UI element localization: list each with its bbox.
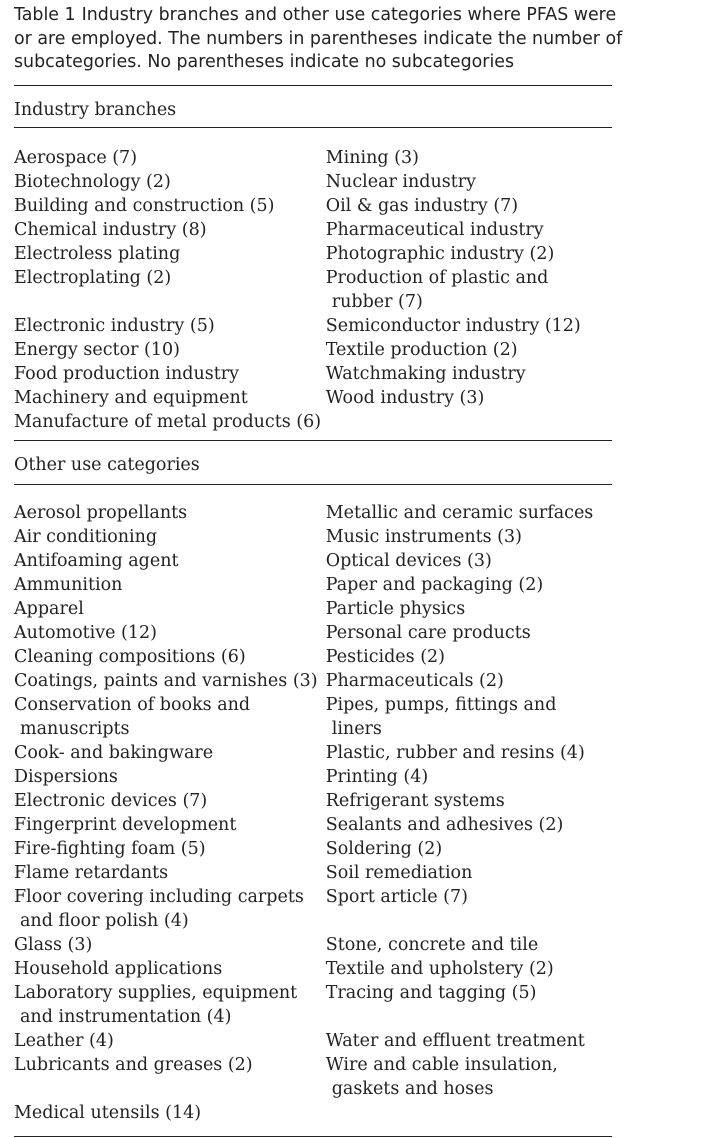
table-cell-right: Refrigerant systems bbox=[325, 791, 505, 811]
table-cell-left: Medical utensils (14) bbox=[14, 1103, 202, 1123]
table-cell-right: Soil remediation bbox=[325, 863, 473, 883]
table-cell-left: Leather (4) bbox=[14, 1031, 114, 1051]
table-cell-right: Pharmaceuticals (2) bbox=[325, 671, 504, 691]
table-cell-left: Electronic devices (7) bbox=[14, 791, 208, 811]
table-cell-left: Electroless plating bbox=[14, 244, 181, 264]
table-cell-right: Pipes, pumps, fittings and liners bbox=[325, 695, 557, 739]
table-cell-left: Building and construction (5) bbox=[14, 196, 275, 216]
table-row bbox=[14, 242, 612, 266]
table-row bbox=[14, 146, 612, 170]
table-caption bbox=[14, 4, 624, 75]
table-cell-right: Wire and cable insulation, gaskets and hoses bbox=[325, 1055, 558, 1099]
table-row bbox=[14, 837, 612, 861]
table-row bbox=[14, 741, 612, 765]
table-row bbox=[14, 981, 612, 1029]
table-cell-left: Cleaning compositions (6) bbox=[14, 647, 246, 667]
table-cell-left: Fire-fighting foam (5) bbox=[14, 839, 206, 859]
table-cell-left: Electronic industry (5) bbox=[14, 316, 215, 336]
section-body-industry-branches bbox=[14, 146, 612, 434]
table-cell-right: Sport article (7) bbox=[325, 887, 468, 907]
table-cell-right: Metallic and ceramic surfaces bbox=[325, 503, 594, 523]
table-row bbox=[14, 669, 612, 693]
table-row bbox=[14, 597, 612, 621]
table-cell-left: Glass (3) bbox=[14, 935, 93, 955]
table-cell-left: Chemical industry (8) bbox=[14, 220, 207, 240]
table-cell-left: Antifoaming agent bbox=[14, 551, 179, 571]
table-cell-left: Air conditioning bbox=[14, 527, 158, 547]
table-cell-right: Stone, concrete and tile bbox=[325, 935, 539, 955]
table-cell-right: Photographic industry (2) bbox=[325, 244, 555, 264]
table-row bbox=[14, 813, 612, 837]
section-header-industry-branches: Industry branches bbox=[14, 100, 177, 120]
section-header-other-use-categories: Other use categories bbox=[14, 455, 200, 475]
table-cell-right bbox=[326, 410, 612, 434]
table-row bbox=[14, 362, 612, 386]
table-row bbox=[14, 1053, 612, 1101]
table-cell-left: Energy sector (10) bbox=[14, 340, 180, 360]
table-cell-left: Food production industry bbox=[14, 364, 240, 384]
table-cell-left: Fingerprint development bbox=[14, 815, 237, 835]
table-cell-left: Conservation of books and manuscripts bbox=[14, 695, 251, 739]
table-cell-left: Manufacture of metal products (6) bbox=[14, 412, 322, 432]
table-row bbox=[14, 885, 612, 933]
table-row bbox=[14, 501, 612, 525]
table-cell-right: Production of plastic and rubber (7) bbox=[325, 268, 549, 312]
table-row bbox=[14, 957, 612, 981]
table-row bbox=[14, 386, 612, 410]
table-cell-right: Water and effluent treatment bbox=[325, 1031, 585, 1051]
section-body-other-use-categories bbox=[14, 501, 612, 1125]
table-row bbox=[14, 338, 612, 362]
table-cell-right: Textile and upholstery (2) bbox=[325, 959, 554, 979]
table-cell-left: Lubricants and greases (2) bbox=[14, 1055, 253, 1075]
table-cell-left: Aerospace (7) bbox=[14, 148, 138, 168]
top-rule bbox=[14, 85, 612, 86]
table-cell-right: Nuclear industry bbox=[325, 172, 477, 192]
table-row bbox=[14, 765, 612, 789]
table-cell-right: Textile production (2) bbox=[325, 340, 518, 360]
table-cell-left: Coatings, paints and varnishes (3) bbox=[14, 671, 318, 691]
table-cell-right: Paper and packaging (2) bbox=[325, 575, 544, 595]
table-cell-left: Floor covering including carpets and floor polish (4) bbox=[14, 887, 304, 931]
table-cell-right: Music instruments (3) bbox=[325, 527, 522, 547]
table-cell-right: Tracing and tagging (5) bbox=[325, 983, 537, 1003]
table-row bbox=[14, 170, 612, 194]
table-cell-left: Dispersions bbox=[14, 767, 118, 787]
section-divider-rule bbox=[14, 440, 612, 441]
table-row bbox=[14, 1101, 612, 1125]
table-cell-right: Wood industry (3) bbox=[325, 388, 485, 408]
table-row bbox=[14, 549, 612, 573]
table-cell-left: Cook- and bakingware bbox=[14, 743, 214, 763]
table-cell-right: Particle physics bbox=[325, 599, 466, 619]
table-row bbox=[14, 314, 612, 338]
table-cell-left: Flame retardants bbox=[14, 863, 169, 883]
table-cell-left: Apparel bbox=[14, 599, 84, 619]
table-cell-left: Automotive (12) bbox=[14, 623, 157, 643]
table-caption-text: Industry branches and other use categories where PFAS were or are employed. The numbers in parentheses indicate the number of subcategories. No parentheses indicate no subcategories bbox=[14, 5, 623, 72]
table-row bbox=[14, 933, 612, 957]
table-cell-right: Sealants and adhesives (2) bbox=[325, 815, 564, 835]
table-cell-left: Laboratory supplies, equipment and instrumentation (4) bbox=[14, 983, 298, 1027]
table-label: Table 1 bbox=[14, 5, 76, 25]
table-row bbox=[14, 789, 612, 813]
table-cell-left: Household applications bbox=[14, 959, 223, 979]
table-cell-right: Pharmaceutical industry bbox=[325, 220, 544, 240]
table-cell-right: Personal care products bbox=[325, 623, 531, 643]
header-rule-industry-branches bbox=[14, 127, 612, 128]
table-cell-left: Electroplating (2) bbox=[14, 268, 172, 288]
table-row bbox=[14, 1029, 612, 1053]
table-cell-left: Ammunition bbox=[14, 575, 123, 595]
header-rule-other-use-categories bbox=[14, 484, 612, 485]
table-cell-right bbox=[326, 1101, 612, 1125]
table-row bbox=[14, 218, 612, 242]
table-row bbox=[14, 525, 612, 549]
table-cell-right: Optical devices (3) bbox=[325, 551, 492, 571]
table-cell-right: Printing (4) bbox=[325, 767, 429, 787]
table-cell-right: Soldering (2) bbox=[325, 839, 443, 859]
table-cell-right: Semiconductor industry (12) bbox=[325, 316, 581, 336]
table-row bbox=[14, 861, 612, 885]
table-row bbox=[14, 410, 612, 434]
table-cell-left: Aerosol propellants bbox=[14, 503, 188, 523]
table-cell-left: Biotechnology (2) bbox=[14, 172, 171, 192]
table-row bbox=[14, 693, 612, 741]
table-row bbox=[14, 266, 612, 314]
table-row bbox=[14, 573, 612, 597]
bottom-rule bbox=[14, 1136, 612, 1137]
table-cell-right: Oil & gas industry (7) bbox=[325, 196, 519, 216]
table-row bbox=[14, 621, 612, 645]
table-cell-right: Pesticides (2) bbox=[325, 647, 445, 667]
table-cell-right: Watchmaking industry bbox=[325, 364, 526, 384]
table-cell-right: Plastic, rubber and resins (4) bbox=[325, 743, 585, 763]
table-row bbox=[14, 645, 612, 669]
table-cell-left: Machinery and equipment bbox=[14, 388, 248, 408]
table-cell-right: Mining (3) bbox=[325, 148, 419, 168]
table-row bbox=[14, 194, 612, 218]
